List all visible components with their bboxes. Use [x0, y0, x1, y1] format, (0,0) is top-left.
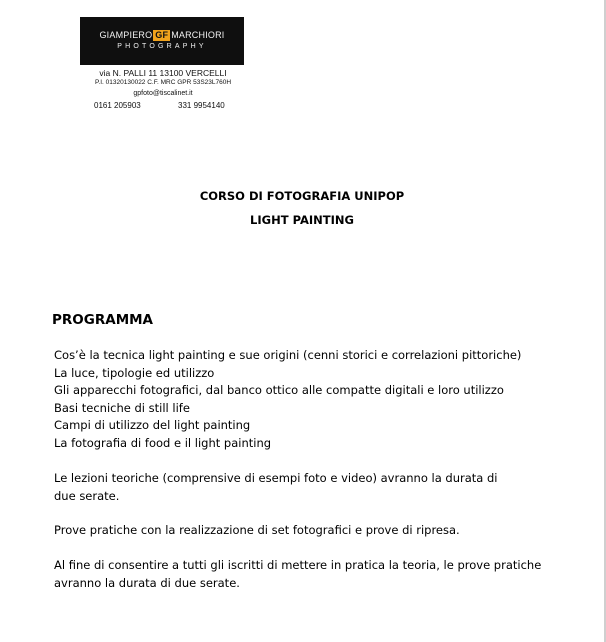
address: via N. PALLI 11 13100 VERCELLI — [99, 68, 227, 78]
logo-subtitle: PHOTOGRAPHY — [117, 43, 207, 50]
mobile: 331 9954140 — [178, 101, 225, 110]
logo-monogram: GF — [155, 30, 169, 40]
program-list — [54, 347, 521, 452]
course-title: CORSO DI FOTOGRAFIA UNIPOP — [199, 189, 405, 203]
duration-paragraph — [54, 557, 541, 592]
letterhead — [80, 17, 246, 110]
photographer-logo — [80, 17, 244, 65]
program-heading: PROGRAMMA — [52, 312, 154, 328]
list-item: Campi di utilizzo del light painting — [54, 418, 251, 432]
phone: 0161 205903 — [94, 101, 141, 110]
practice-paragraph — [54, 522, 460, 540]
logo-last-name: MARCHIORI — [171, 30, 225, 40]
logo-name — [80, 30, 244, 41]
list-item: Basi tecniche di still life — [54, 400, 190, 415]
fiscal-codes: P.I. 01320130022 C.F. MRC GPR 53S23L760H — [94, 79, 232, 86]
list-item: Gli apparecchi fotografici, dal banco ottico alle compatte digitali e loro utilizzo — [54, 383, 504, 397]
course-subtitle: LIGHT PAINTING — [250, 213, 354, 227]
paragraph-line: Prove pratiche con la realizzazione di set fotografici e prove di ripresa. — [54, 523, 460, 537]
email: gpfoto@tiscalinet.it — [133, 90, 193, 97]
paragraph-line: Le lezioni teoriche (comprensive di esempi foto e video) avranno la durata di — [54, 471, 498, 485]
list-item: La fotografia di food e il light painting — [54, 435, 272, 450]
list-item: Cos’è la tecnica light painting e sue origini (cenni storici e correlazioni pittoriche) — [54, 348, 522, 362]
paragraph-line: avranno la durata di due serate. — [54, 575, 240, 590]
logo-first-name: GIAMPIERO — [99, 30, 153, 40]
list-item: La luce, tipologie ed utilizzo — [54, 365, 215, 380]
theory-paragraph — [54, 470, 498, 505]
paragraph-line: Al fine di consentire a tutti gli iscritti di mettere in pratica la teoria, le prove pratiche — [54, 558, 542, 572]
paragraph-line: due serate. — [54, 488, 120, 503]
